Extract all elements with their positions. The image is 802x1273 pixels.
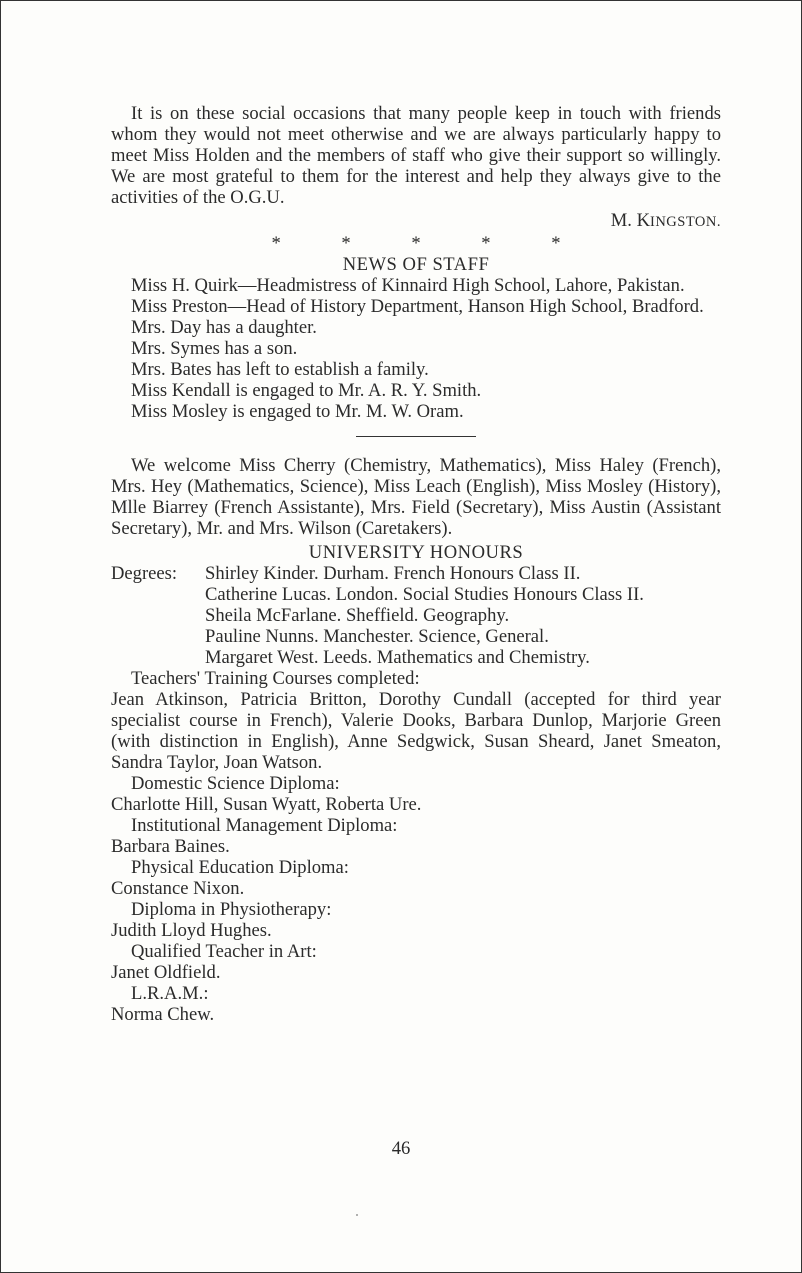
signature bbox=[111, 210, 721, 233]
news-item: Mrs. Symes has a son. bbox=[131, 338, 298, 359]
institutional-heading: Institutional Management Diploma: bbox=[131, 815, 398, 836]
intro-paragraph: It is on these social occasions that many people keep in touch with friends whom they would not meet otherwise and we are always particularly happy to meet Miss Holden and the members of staff who give their support so willingly. We are most grateful to them for the interest and help they always give to the activities of the O.G.U. bbox=[111, 103, 721, 208]
news-of-staff-heading: NEWS OF STAFF bbox=[342, 254, 490, 275]
news-list bbox=[111, 275, 721, 422]
page-number: 46 bbox=[391, 1138, 411, 1159]
news-item: Miss Kendall is engaged to Mr. A. R. Y. Smith. bbox=[131, 380, 482, 401]
news-item: Mrs. Bates has left to establish a family. bbox=[131, 359, 429, 380]
news-item: Miss H. Quirk—Headmistress of Kinnaird High School, Lahore, Pakistan. bbox=[131, 275, 685, 296]
signature-rest: INGSTON. bbox=[650, 214, 721, 230]
news-item: Miss Mosley is engaged to Mr. M. W. Oram. bbox=[131, 401, 464, 422]
lram-names: Norma Chew. bbox=[111, 1004, 215, 1025]
news-item: Mrs. Day has a daughter. bbox=[131, 317, 317, 338]
degree-entry: Margaret West. Leeds. Mathematics and Chemistry. bbox=[205, 647, 590, 668]
news-item: Miss Preston—Head of History Department, Hanson High School, Bradford. bbox=[131, 296, 704, 317]
degrees-list bbox=[205, 563, 721, 668]
text-column bbox=[111, 103, 721, 1025]
degrees-label: Degrees: bbox=[111, 563, 178, 584]
art-heading: Qualified Teacher in Art: bbox=[131, 941, 317, 962]
degree-entry: Shirley Kinder. Durham. French Honours Class II. bbox=[205, 563, 581, 584]
physical-education-names: Constance Nixon. bbox=[111, 878, 245, 899]
university-honours-heading: UNIVERSITY HONOURS bbox=[308, 542, 524, 563]
welcome-paragraph: We welcome Miss Cherry (Chemistry, Mathematics), Miss Haley (French), Mrs. Hey (Mathematics, Science), Miss Leach (English), Miss Mosley (History), Mlle Biarrey (French Assistante), Mrs. Field (Secretary), Miss Austin (Assistant Secretary), Mr. and Mrs. Wilson (Caretakers). bbox=[111, 455, 721, 539]
physiotherapy-heading: Diploma in Physiotherapy: bbox=[131, 899, 332, 920]
teachers-training-names: Jean Atkinson, Patricia Britton, Dorothy Cundall (accepted for third year specialist course in French), Valerie Dooks, Barbara Dunlop, Marjorie Green (with distinction in English), Anne Sedgwick, Susan Sheard, Janet Smeaton, Sandra Taylor, Joan Watson. bbox=[111, 689, 721, 773]
physiotherapy-names: Judith Lloyd Hughes. bbox=[111, 920, 272, 941]
lram-heading: L.R.A.M.: bbox=[131, 983, 209, 1004]
degree-entry: Catherine Lucas. London. Social Studies Honours Class II. bbox=[205, 584, 644, 605]
degree-entry: Sheila McFarlane. Sheffield. Geography. bbox=[205, 605, 510, 626]
degrees-block bbox=[111, 563, 721, 668]
domestic-science-heading: Domestic Science Diploma: bbox=[131, 773, 340, 794]
institutional-names: Barbara Baines. bbox=[111, 836, 230, 857]
separator-stars: * * * * * bbox=[271, 233, 589, 254]
paper-speck bbox=[356, 1214, 358, 1216]
domestic-science-names: Charlotte Hill, Susan Wyatt, Roberta Ure. bbox=[111, 794, 422, 815]
teachers-training-heading: Teachers' Training Courses completed: bbox=[131, 668, 420, 689]
art-names: Janet Oldfield. bbox=[111, 962, 221, 983]
physical-education-heading: Physical Education Diploma: bbox=[131, 857, 349, 878]
signature-initial: M. K bbox=[610, 210, 650, 231]
degree-entry: Pauline Nunns. Manchester. Science, General. bbox=[205, 626, 549, 647]
